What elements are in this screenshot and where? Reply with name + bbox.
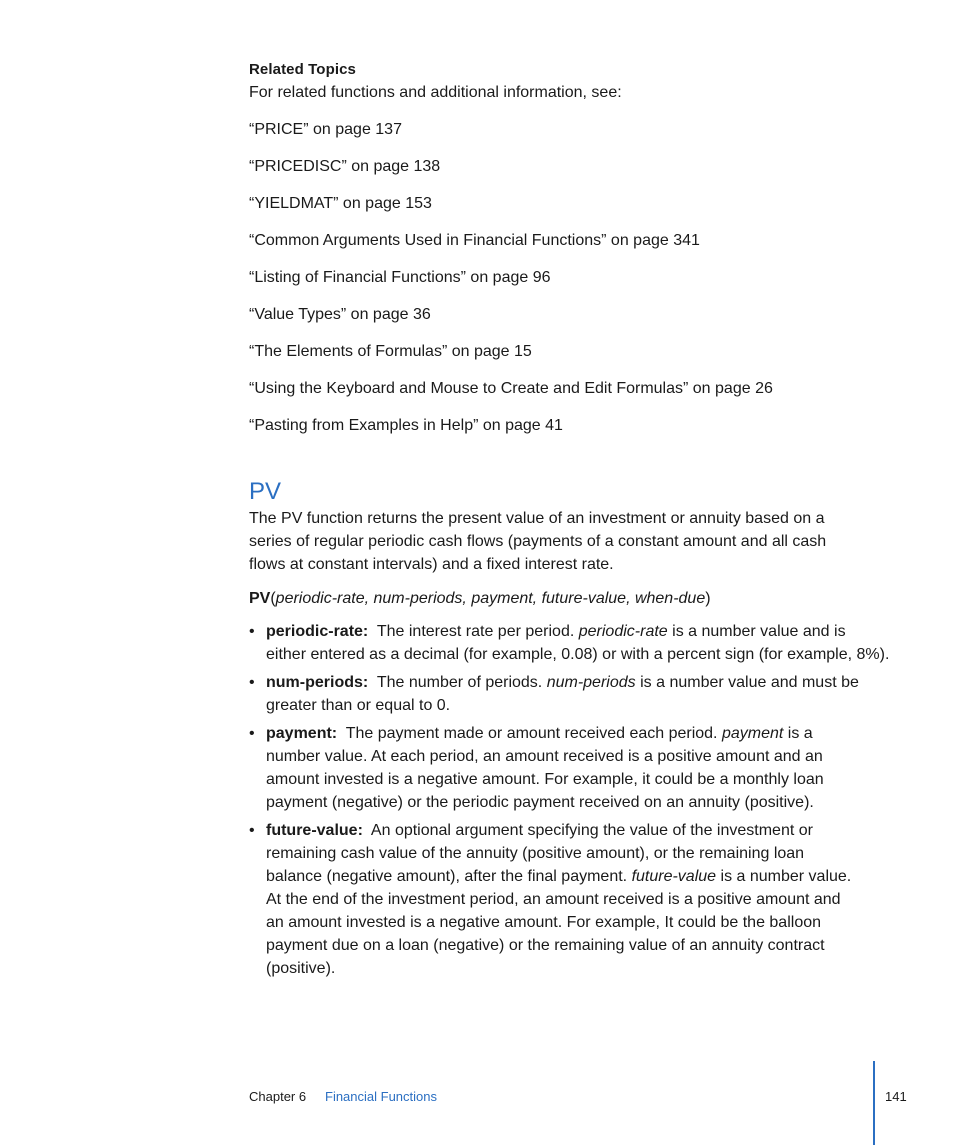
- argument-text: greater than or equal to 0.: [266, 697, 451, 714]
- syntax-close-paren: ): [705, 590, 711, 607]
- argument-text: At the end of the investment period, an amount received is a positive amount and: [266, 891, 841, 908]
- argument-text: number value. At each period, an amount received is a positive amount and an: [266, 748, 823, 765]
- argument-text: payment (negative) or the periodic payment received on an annuity (positive).: [266, 794, 814, 811]
- argument-text: amount invested is a negative amount. For example, it could be a monthly loan: [266, 771, 824, 788]
- pv-description-line: series of regular periodic cash flows (payments of a constant amount and all cash: [249, 533, 827, 550]
- argument-text: either entered as a decimal (for example, 0.08) or with a percent sign (for example, 8%).: [266, 646, 890, 663]
- argument-emphasis: num-periods: [546, 674, 636, 691]
- bullet-point: •: [249, 674, 255, 691]
- argument-term: periodic-rate:: [266, 623, 369, 640]
- related-link-pricedisc[interactable]: “PRICEDISC” on page 138: [249, 158, 441, 175]
- argument-payment: [249, 722, 889, 814]
- footer-section-link[interactable]: Financial Functions: [325, 1089, 437, 1104]
- argument-text: payment due on a loan (negative) or the remaining value of an annuity contract: [266, 937, 825, 954]
- pv-syntax: [249, 590, 711, 608]
- pv-description: [249, 507, 869, 576]
- related-link-keyboard-mouse[interactable]: “Using the Keyboard and Mouse to Create and Edit Formulas” on page 26: [249, 380, 773, 397]
- bullet-point: •: [249, 725, 255, 742]
- related-link-common-arguments[interactable]: “Common Arguments Used in Financial Functions” on page 341: [249, 232, 700, 249]
- footer-chapter-label: Chapter 6: [249, 1089, 307, 1104]
- argument-periodic-rate: [249, 620, 889, 666]
- pv-description-line: flows at constant intervals) and a fixed interest rate.: [249, 556, 614, 573]
- argument-term: payment:: [266, 725, 338, 742]
- footer-page-number: 141: [885, 1089, 907, 1104]
- argument-text: The number of periods.: [376, 674, 543, 691]
- argument-text: The payment made or amount received each period.: [345, 725, 718, 742]
- argument-term: future-value:: [266, 822, 363, 839]
- argument-text: is a number value.: [720, 868, 852, 885]
- syntax-open-paren: (: [270, 590, 276, 607]
- argument-text: is a number value and is: [672, 623, 846, 640]
- argument-text: an amount invested is a negative amount. For example, It could be the balloon: [266, 914, 822, 931]
- argument-text: The interest rate per period.: [376, 623, 575, 640]
- footer-divider: [873, 1061, 875, 1145]
- syntax-function-name: PV: [249, 590, 271, 607]
- argument-text: remaining cash value of the annuity (positive amount), or the remaining loan: [266, 845, 805, 862]
- argument-text: An optional argument specifying the value of the investment or: [370, 822, 813, 839]
- related-topics-intro: For related functions and additional information, see:: [249, 84, 622, 101]
- bullet-point: •: [249, 822, 255, 839]
- argument-emphasis: future-value: [631, 868, 717, 885]
- related-link-value-types[interactable]: “Value Types” on page 36: [249, 306, 431, 323]
- argument-text: is a number value and must be: [640, 674, 859, 691]
- related-topics-heading: Related Topics: [249, 61, 356, 78]
- bullet-point: •: [249, 623, 255, 640]
- pv-description-line: The PV function returns the present value of an investment or annuity based on a: [249, 510, 825, 527]
- related-link-pasting-examples[interactable]: “Pasting from Examples in Help” on page 41: [249, 417, 563, 434]
- related-link-listing-financial[interactable]: “Listing of Financial Functions” on page 96: [249, 269, 551, 286]
- argument-term: num-periods:: [266, 674, 369, 691]
- related-link-price[interactable]: “PRICE” on page 137: [249, 121, 402, 138]
- argument-emphasis: payment: [721, 725, 784, 742]
- argument-emphasis: periodic-rate: [578, 623, 668, 640]
- related-link-elements-formulas[interactable]: “The Elements of Formulas” on page 15: [249, 343, 532, 360]
- argument-future-value: [249, 819, 889, 980]
- argument-text: is a: [787, 725, 813, 742]
- argument-text: balance (negative amount), after the final payment.: [266, 868, 628, 885]
- related-link-yieldmat[interactable]: “YIELDMAT” on page 153: [249, 195, 432, 212]
- pv-section-title: PV: [249, 478, 282, 505]
- argument-text: (positive).: [266, 960, 336, 977]
- argument-num-periods: [249, 671, 889, 717]
- syntax-arguments: periodic-rate, num-periods, payment, future-value, when-due: [275, 590, 706, 607]
